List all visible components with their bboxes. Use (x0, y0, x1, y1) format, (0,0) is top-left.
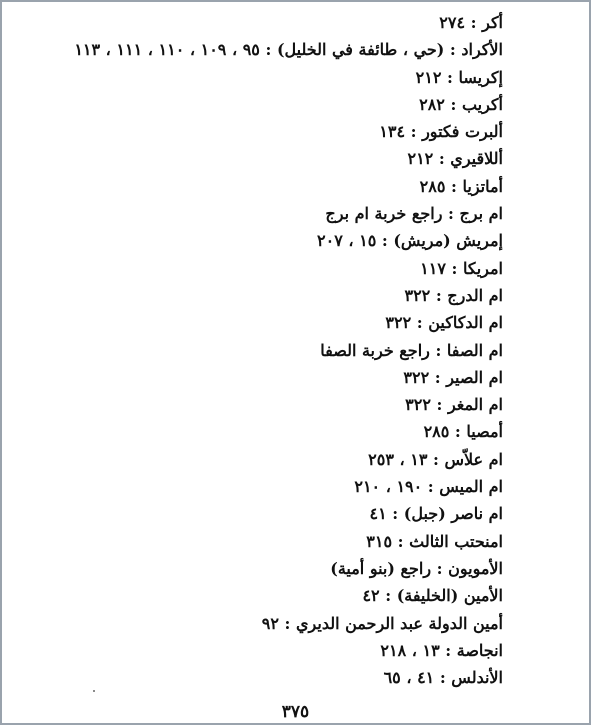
index-entry: الأمين (الخليفة) : ٤٢ (362, 586, 503, 606)
index-entry: الأكراد : (حي ، طائفة في الخليل) : ٩٥ ، ١٠٩ ، ١١٠ ، ١١١ ، ١١٣ (74, 40, 503, 60)
index-entry: ام ناصر (جبل) : ٤١ (369, 504, 503, 524)
index-entry: ام برج : راجع خربة ام برج (325, 204, 503, 224)
index-entry: ام الميس : ١٩٠ ، ٢١٠ (354, 477, 503, 497)
index-entries (13, 9, 503, 691)
index-entry: أكريب : ٢٨٢ (419, 94, 503, 114)
index-entry: ام علاّس : ١٣ ، ٢٥٣ (368, 449, 503, 469)
scan-speck (93, 690, 95, 692)
index-entry: امنحتب الثالث : ٣١٥ (366, 531, 503, 551)
index-entry: ام الدرج : ٣٢٢ (404, 285, 503, 305)
index-entry: ام المغر : ٣٢٢ (405, 395, 503, 415)
index-entry: انجاصة : ١٣ ، ٢١٨ (380, 640, 503, 660)
index-entry: إكريسا : ٢١٢ (415, 67, 503, 87)
index-entry: أللاقيري : ٢١٢ (407, 149, 503, 169)
index-entry: الأمويون : راجع (بنو أمية) (330, 558, 503, 578)
index-entry: الأندلس : ٤١ ، ٦٥ (383, 668, 503, 688)
index-entry: أكر : ٢٧٤ (439, 13, 503, 32)
index-entry: ام الصير : ٣٢٢ (403, 367, 503, 387)
index-entry: ام الصفا : راجع خربة الصفا (320, 340, 503, 360)
index-entry: أمصيا : ٢٨٥ (423, 422, 503, 442)
index-entry: ام الدكاكين : ٣٢٢ (385, 313, 503, 333)
index-entry: ألبرت فكتور : ١٣٤ (379, 122, 503, 142)
index-entry: امريكا : ١١٧ (420, 258, 503, 278)
index-entry: إمريش (مريش) : ١٥ ، ٢٠٧ (317, 231, 503, 251)
index-entry: أماتزيا : ٢٨٥ (419, 176, 503, 196)
page-number: ٣٧٥ (281, 702, 310, 722)
index-entry: أمين الدولة عبد الرحمن الديري : ٩٢ (261, 613, 503, 633)
